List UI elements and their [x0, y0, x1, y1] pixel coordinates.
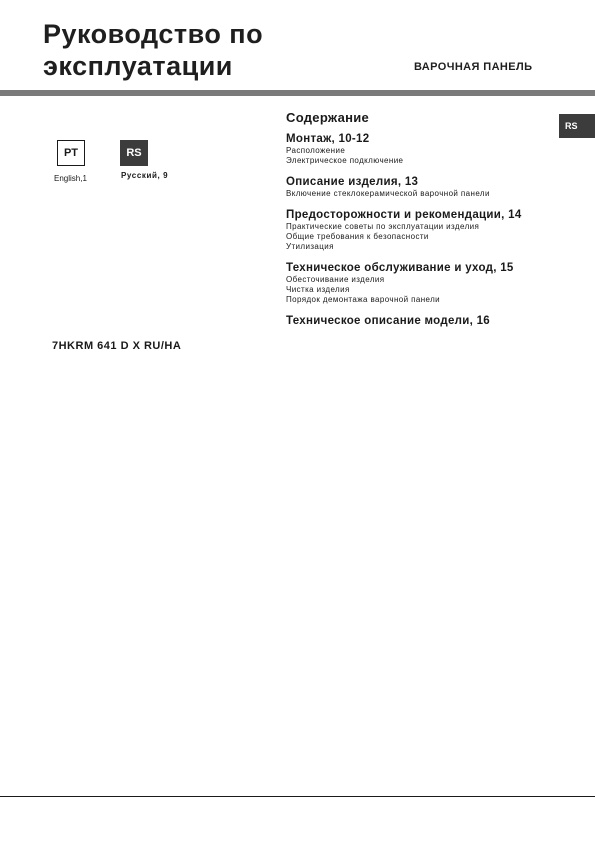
- side-language-tab: RS: [559, 114, 595, 138]
- footer-divider: [0, 796, 595, 797]
- toc-item: Обесточивание изделия: [286, 275, 385, 284]
- title-line-1: Руководство по: [43, 19, 264, 49]
- toc-item: Практические советы по эксплуатации изделия: [286, 222, 480, 231]
- toc-section: [286, 261, 546, 305]
- toc-section: [286, 208, 546, 252]
- language-label-pt: English,1: [54, 174, 87, 183]
- product-type: ВАРОЧНАЯ ПАНЕЛЬ: [414, 61, 533, 73]
- toc-item: Чистка изделия: [286, 285, 350, 294]
- header-divider: [0, 90, 595, 96]
- toc-item: Утилизация: [286, 242, 334, 251]
- toc-item: Общие требования к безопасности: [286, 232, 429, 241]
- toc-section-title[interactable]: Техническое описание модели, 16: [286, 315, 491, 327]
- model-number: 7HKRM 641 D X RU/HA: [52, 340, 182, 352]
- toc-section: [286, 132, 546, 166]
- toc-item: Расположение: [286, 146, 346, 155]
- table-of-contents: [286, 110, 546, 337]
- title-line-2: эксплуатации: [43, 51, 233, 81]
- toc-section-title[interactable]: Монтаж, 10-12: [286, 133, 370, 145]
- toc-heading: Содержание: [286, 110, 370, 125]
- toc-section: [286, 314, 546, 328]
- toc-section-title[interactable]: Техническое обслуживание и уход, 15: [286, 262, 514, 274]
- toc-section: [286, 175, 546, 199]
- language-box-rs[interactable]: RS: [120, 140, 148, 166]
- toc-section-title[interactable]: Описание изделия, 13: [286, 176, 419, 188]
- toc-item: Электрическое подключение: [286, 156, 404, 165]
- document-title: [43, 18, 263, 82]
- toc-section-title[interactable]: Предосторожности и рекомендации, 14: [286, 209, 522, 221]
- toc-item: Включение стеклокерамической варочной панели: [286, 189, 490, 198]
- language-label-rs: Русский, 9: [121, 171, 169, 180]
- toc-item: Порядок демонтажа варочной панели: [286, 295, 441, 304]
- language-box-pt[interactable]: PT: [57, 140, 85, 166]
